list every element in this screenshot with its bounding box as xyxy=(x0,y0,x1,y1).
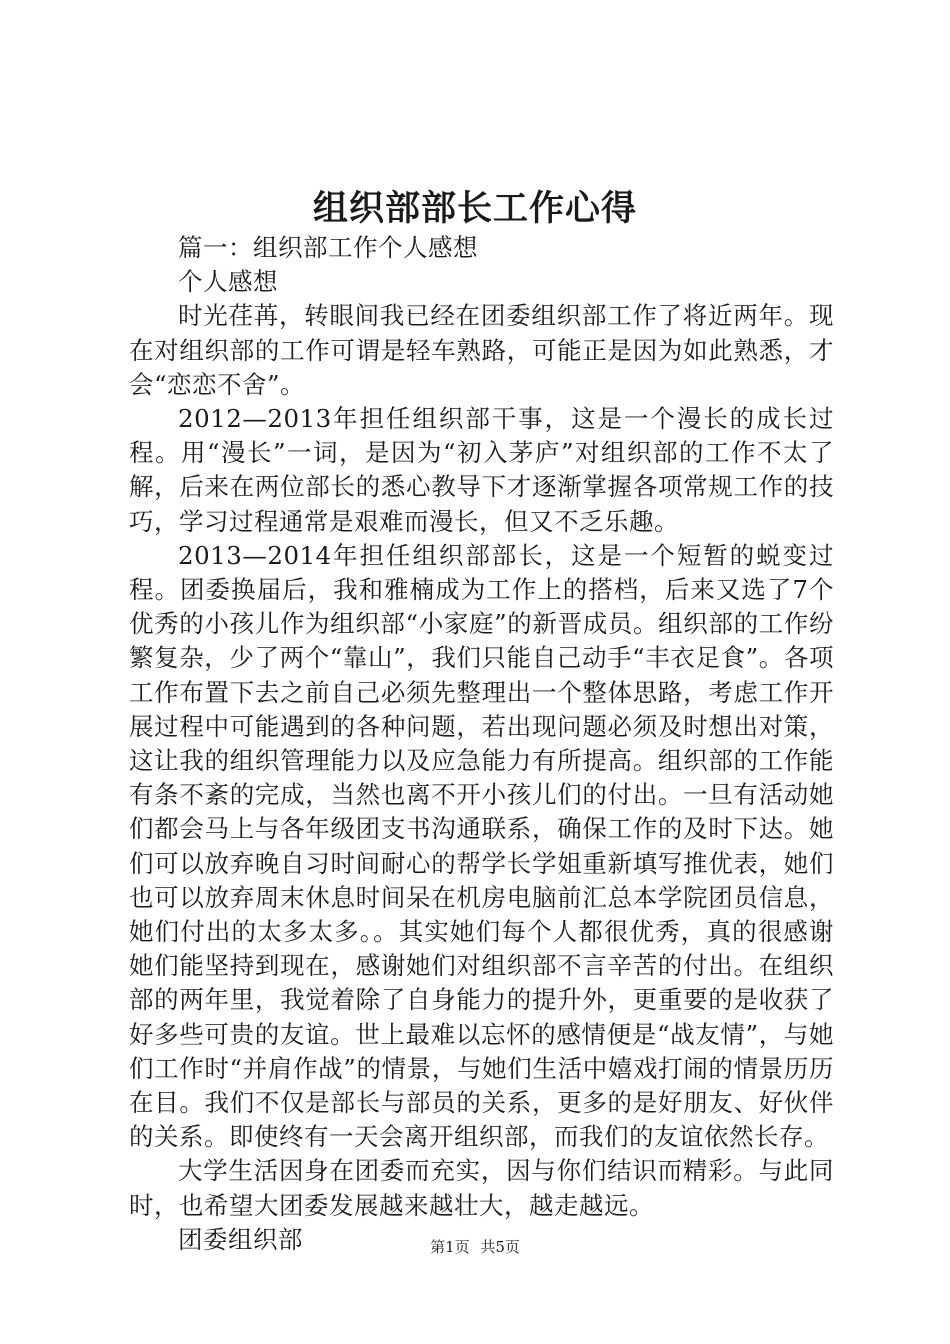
document-body xyxy=(129,231,834,1257)
section-heading: 篇一：组织部工作个人感想 xyxy=(178,233,478,262)
paragraph: 2013—2014年担任组织部部长，这是一个短暂的蜕变过程。团委换届后，我和雅楠成为工作上的搭档，后来又选了7个优秀的小孩儿作为组织部“小家庭”的新晋成员。组织部的工作纷繁复杂，少了两个“靠山”，我们只能自己动手“丰衣足食”。各项工作布置下去之前自己必须先整理出一个整体思路，考虑工作开展过程中可能遇到的各种问题，若出现问题必须及时想出对策，这让我的组织管理能力以及应急能力有所提高。组织部的工作能有条不紊的完成，当然也离不开小孩儿们的付出。一旦有活动她们都会马上与各年级团支书沟通联系，确保工作的及时下达。她们可以放弃晚自习时间耐心的帮学长学姐重新填写推优表，她们也可以放弃周末休息时间呆在机房电脑前汇总本学院团员信息，她们付出的太多太多。。其实她们每个人都很优秀，真的很感谢她们能坚持到现在，感谢她们对组织部不言辛苦的付出。在组织部的两年里，我觉着除了自身能力的提升外，更重要的是收获了好多些可贵的友谊。世上最难以忘怀的感情便是“战友情”，与她们工作时“并肩作战”的情景，与她们生活中嬉戏打闹的情景历历在目。我们不仅是部长与部员的关系，更多的是好朋友、好伙伴的关系。即使终有一天会离开组织部，而我们的友谊依然长存。 xyxy=(129,540,834,1152)
page-footer xyxy=(0,1236,950,1258)
sub-heading: 个人感想 xyxy=(178,267,278,297)
signature: 团委组织部 xyxy=(178,1224,303,1254)
page-number: 第1页 xyxy=(430,1238,470,1256)
document-title: 组织部部长工作心得 xyxy=(312,189,637,229)
paragraph: 时光荏苒，转眼间我已经在团委组织部工作了将近两年。现在对组织部的工作可谓是轻车熟路，可能正是因为如此熟悉，才会“恋恋不舍”。 xyxy=(129,301,834,399)
paragraph: 2012—2013年担任组织部干事，这是一个漫长的成长过程。用“漫长”一词，是因为“初入茅庐”对组织部的工作不太了解，后来在两位部长的悉心教导下才逐渐掌握各项常规工作的技巧，学习过程通常是艰难而漫长，但又不乏乐趣。 xyxy=(129,404,834,536)
paragraph: 大学生活因身在团委而充实，因与你们结识而精彩。与此同时，也希望大团委发展越来越壮大，越走越远。 xyxy=(129,1156,834,1220)
page-total: 共5页 xyxy=(480,1238,520,1256)
